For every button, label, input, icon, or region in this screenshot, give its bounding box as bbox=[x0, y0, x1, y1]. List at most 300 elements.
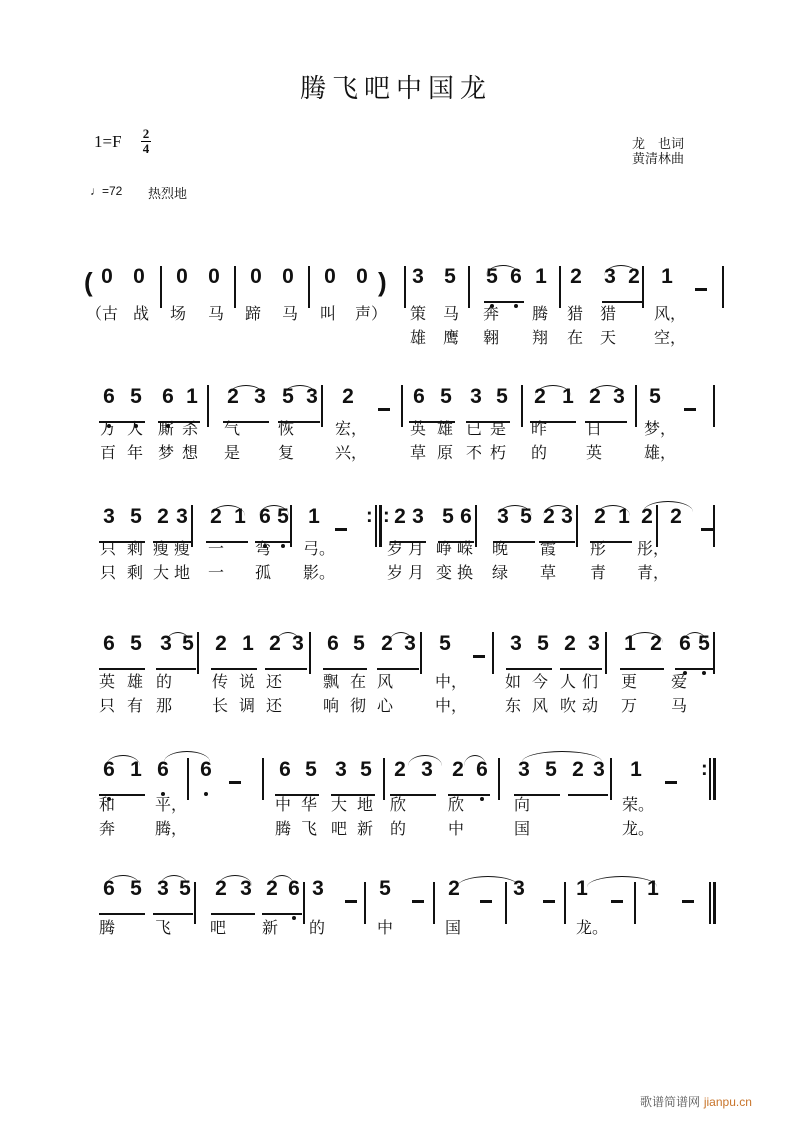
lyric-syllable: 晚 bbox=[492, 539, 509, 558]
note: 3 bbox=[306, 385, 318, 408]
note: 2 bbox=[670, 505, 682, 528]
note: 5 bbox=[130, 632, 142, 655]
note: 5 bbox=[698, 632, 710, 655]
octave-dot bbox=[204, 792, 208, 796]
lyric-syllable: 彻 bbox=[350, 696, 367, 715]
barline bbox=[559, 266, 561, 308]
note: 5 bbox=[179, 877, 191, 900]
note: 0 bbox=[356, 265, 368, 288]
sustain-dash bbox=[682, 900, 694, 903]
note: 5 bbox=[649, 385, 661, 408]
lyric-syllable: 吧 bbox=[210, 918, 227, 937]
sustain-dash bbox=[611, 900, 623, 903]
note: 5 bbox=[520, 505, 532, 528]
lyric-syllable: 向 bbox=[514, 795, 531, 814]
lyric-syllable: 爱 bbox=[671, 672, 688, 691]
note: 0 bbox=[250, 265, 262, 288]
lyric-syllable: 英 bbox=[99, 672, 116, 691]
lyric-syllable: 厮 bbox=[158, 419, 175, 438]
lyric-syllable: 月 bbox=[408, 539, 425, 558]
barline bbox=[713, 505, 715, 547]
note: 1 bbox=[308, 505, 320, 528]
lyric-syllable: 雄 bbox=[410, 328, 427, 347]
eighth-underline bbox=[377, 668, 419, 670]
note: 6 bbox=[157, 758, 169, 781]
note: 3 bbox=[157, 877, 169, 900]
lyric-syllable: 平， bbox=[155, 795, 188, 814]
note: 2 bbox=[210, 505, 222, 528]
lyric-syllable: 国 bbox=[514, 819, 531, 838]
lyric-syllable: 原 bbox=[437, 443, 454, 462]
lyric-syllable: 策 bbox=[410, 304, 427, 323]
note: 3 bbox=[412, 505, 424, 528]
sustain-dash bbox=[701, 528, 713, 531]
lyric-syllable: 龙。 bbox=[622, 819, 655, 838]
lyric-syllable: 大 bbox=[153, 563, 170, 582]
lyric-syllable: 年 bbox=[127, 443, 144, 462]
note: 2 bbox=[394, 758, 406, 781]
note: 2 bbox=[269, 632, 281, 655]
double-barline bbox=[379, 505, 382, 547]
note: 1 bbox=[130, 758, 142, 781]
lyric-syllable: 华 bbox=[301, 795, 318, 814]
barline bbox=[187, 758, 189, 800]
lyric-syllable: 说 bbox=[239, 672, 256, 691]
note: 6 bbox=[162, 385, 174, 408]
lyric-syllable: 弯 bbox=[255, 539, 272, 558]
note: 2 bbox=[594, 505, 606, 528]
note: 2 bbox=[215, 877, 227, 900]
lyric-syllable: 杀 bbox=[182, 419, 199, 438]
slur-arc bbox=[643, 501, 693, 512]
lyric-syllable: （古 bbox=[86, 304, 119, 323]
barline bbox=[605, 632, 607, 674]
note: 6 bbox=[288, 877, 300, 900]
lyric-syllable: 彤， bbox=[637, 539, 670, 558]
barline bbox=[722, 266, 724, 308]
lyric-syllable: 彤 bbox=[590, 539, 607, 558]
note: 1 bbox=[535, 265, 547, 288]
eighth-underline bbox=[153, 913, 193, 915]
lyric-syllable: 霞 bbox=[540, 539, 557, 558]
lyric-syllable: 气 bbox=[224, 419, 241, 438]
barline bbox=[468, 266, 470, 308]
note: 5 bbox=[442, 505, 454, 528]
note: 6 bbox=[259, 505, 271, 528]
barline bbox=[207, 385, 209, 427]
lyricist: 龙 也词 bbox=[632, 137, 685, 152]
barline bbox=[401, 385, 403, 427]
repeat-sign: : bbox=[701, 758, 708, 780]
note: 3 bbox=[497, 505, 509, 528]
lyric-syllable: 只 bbox=[99, 696, 116, 715]
lyric-syllable: 梦， bbox=[644, 419, 677, 438]
note: 5 bbox=[182, 632, 194, 655]
eighth-underline bbox=[323, 668, 367, 670]
note: 5 bbox=[444, 265, 456, 288]
lyric-syllable: 月 bbox=[408, 563, 425, 582]
lyric-syllable: 马 bbox=[208, 304, 225, 323]
barline bbox=[505, 882, 507, 924]
lyric-syllable: 东 bbox=[505, 696, 522, 715]
note: 2 bbox=[342, 385, 354, 408]
note: 2 bbox=[543, 505, 555, 528]
note: 2 bbox=[394, 505, 406, 528]
lyric-syllable: 还 bbox=[266, 696, 283, 715]
note: 3 bbox=[412, 265, 424, 288]
note: 0 bbox=[208, 265, 220, 288]
note: 3 bbox=[518, 758, 530, 781]
octave-dot bbox=[292, 916, 296, 920]
note: 5 bbox=[496, 385, 508, 408]
lyric-syllable: 今 bbox=[532, 672, 549, 691]
lyric-syllable: 翱 bbox=[483, 328, 500, 347]
lyric-syllable: 中， bbox=[435, 696, 468, 715]
note: 2 bbox=[641, 505, 653, 528]
eighth-underline bbox=[620, 668, 664, 670]
barline bbox=[635, 385, 637, 427]
barline bbox=[309, 632, 311, 674]
note: 5 bbox=[130, 505, 142, 528]
octave-dot bbox=[702, 671, 706, 675]
barline bbox=[197, 632, 199, 674]
octave-dot bbox=[514, 304, 518, 308]
barline bbox=[713, 632, 715, 674]
note: 2 bbox=[650, 632, 662, 655]
lyric-syllable: 大 bbox=[331, 795, 348, 814]
lyric-syllable: 影。 bbox=[303, 563, 336, 582]
lyric-syllable: 腾 bbox=[532, 304, 549, 323]
note: 3 bbox=[254, 385, 266, 408]
note: 6 bbox=[103, 385, 115, 408]
lyric-syllable: 中 bbox=[275, 795, 292, 814]
note: 2 bbox=[572, 758, 584, 781]
lyric-syllable: 只 bbox=[100, 563, 117, 582]
lyric-syllable: 在 bbox=[350, 672, 367, 691]
lyric-syllable: 的 bbox=[309, 918, 326, 937]
lyric-syllable: 心 bbox=[377, 696, 394, 715]
lyric-syllable: 剩 bbox=[127, 563, 144, 582]
barline bbox=[308, 266, 310, 308]
eighth-underline bbox=[675, 668, 713, 670]
slur-arc bbox=[408, 755, 442, 766]
sustain-dash bbox=[473, 655, 485, 658]
lyric-syllable: 兴， bbox=[335, 443, 368, 462]
note: 5 bbox=[130, 877, 142, 900]
lyric-syllable: 叫 bbox=[320, 304, 337, 323]
lyric-syllable: 中 bbox=[377, 918, 394, 937]
lyric-syllable: 岁 bbox=[387, 563, 404, 582]
note: 3 bbox=[103, 505, 115, 528]
note: 2 bbox=[564, 632, 576, 655]
lyric-syllable: 日 bbox=[586, 419, 603, 438]
repeat-sign: : bbox=[366, 505, 373, 527]
note: 0 bbox=[324, 265, 336, 288]
eighth-underline bbox=[602, 301, 642, 303]
lyric-syllable: 瘦 bbox=[153, 539, 170, 558]
sustain-dash bbox=[665, 781, 677, 784]
lyric-syllable: 欣 bbox=[390, 795, 407, 814]
note: 3 bbox=[292, 632, 304, 655]
lyric-syllable: 马 bbox=[671, 696, 688, 715]
note: 5 bbox=[130, 385, 142, 408]
sustain-dash bbox=[695, 288, 707, 291]
lyric-syllable: 猎 bbox=[567, 304, 584, 323]
sustain-dash bbox=[378, 408, 390, 411]
note: 5 bbox=[439, 632, 451, 655]
barline bbox=[498, 758, 500, 800]
note: 5 bbox=[353, 632, 365, 655]
note: 6 bbox=[460, 505, 472, 528]
lyric-syllable: 中 bbox=[448, 819, 465, 838]
parenthesis: ) bbox=[378, 267, 387, 297]
lyric-syllable: 是 bbox=[490, 419, 507, 438]
lyric-syllable: 马 bbox=[282, 304, 299, 323]
lyric-syllable: 场 bbox=[170, 304, 187, 323]
barline bbox=[642, 266, 644, 308]
lyric-syllable: 地 bbox=[174, 563, 191, 582]
barline bbox=[713, 385, 715, 427]
sustain-dash bbox=[345, 900, 357, 903]
barline bbox=[521, 385, 523, 427]
lyric-syllable: 万 bbox=[100, 419, 117, 438]
barline bbox=[433, 882, 435, 924]
lyric-syllable: 宏， bbox=[335, 419, 368, 438]
song-title: 腾飞吧中国龙 bbox=[299, 74, 492, 104]
barline bbox=[194, 882, 196, 924]
note: 2 bbox=[448, 877, 460, 900]
note: 3 bbox=[593, 758, 605, 781]
note: 3 bbox=[312, 877, 324, 900]
note: 2 bbox=[381, 632, 393, 655]
note: 3 bbox=[510, 632, 522, 655]
lyric-syllable: 雄 bbox=[437, 419, 454, 438]
lyric-syllable: 的 bbox=[390, 819, 407, 838]
barline bbox=[262, 758, 264, 800]
lyric-syllable: 峥 bbox=[436, 539, 453, 558]
lyric-syllable: 百 bbox=[100, 443, 117, 462]
lyric-syllable: 空， bbox=[654, 328, 687, 347]
lyric-syllable: 飞 bbox=[301, 819, 318, 838]
note: 5 bbox=[305, 758, 317, 781]
lyric-syllable: 弓。 bbox=[303, 539, 336, 558]
note: 2 bbox=[628, 265, 640, 288]
barline bbox=[160, 266, 162, 308]
note: 3 bbox=[240, 877, 252, 900]
eighth-underline bbox=[560, 668, 602, 670]
eighth-underline bbox=[265, 668, 307, 670]
double-barline bbox=[713, 882, 716, 924]
lyric-syllable: 欣 bbox=[448, 795, 465, 814]
lyric-syllable: 吧 bbox=[331, 819, 348, 838]
eighth-underline bbox=[484, 301, 524, 303]
eighth-underline bbox=[99, 913, 145, 915]
eighth-underline bbox=[568, 794, 608, 796]
octave-dot bbox=[281, 544, 285, 548]
note: 1 bbox=[647, 877, 659, 900]
note: 6 bbox=[679, 632, 691, 655]
lyric-syllable: 奔 bbox=[99, 819, 116, 838]
note: 1 bbox=[618, 505, 630, 528]
note: 6 bbox=[103, 877, 115, 900]
barline bbox=[576, 505, 578, 547]
lyric-syllable: 的 bbox=[156, 672, 173, 691]
sustain-dash bbox=[684, 408, 696, 411]
lyric-syllable: 梦 bbox=[158, 443, 175, 462]
lyric-syllable: 剩 bbox=[127, 539, 144, 558]
time-signature-top: 2 bbox=[142, 126, 150, 141]
note: 5 bbox=[486, 265, 498, 288]
note: 2 bbox=[266, 877, 278, 900]
lyric-syllable: 变 bbox=[436, 563, 453, 582]
note: 2 bbox=[215, 632, 227, 655]
lyric-syllable: 恢 bbox=[278, 419, 295, 438]
lyric-syllable: 不 bbox=[466, 443, 483, 462]
sustain-dash bbox=[229, 781, 241, 784]
octave-dot bbox=[480, 797, 484, 801]
lyric-syllable: 战 bbox=[133, 304, 150, 323]
lyric-syllable: 人 bbox=[127, 419, 144, 438]
note: 3 bbox=[604, 265, 616, 288]
note: 1 bbox=[242, 632, 254, 655]
lyric-syllable: 天 bbox=[600, 328, 617, 347]
lyric-syllable: 一 bbox=[208, 539, 225, 558]
note: 2 bbox=[452, 758, 464, 781]
barline bbox=[634, 882, 636, 924]
note: 3 bbox=[613, 385, 625, 408]
lyric-syllable: 猎 bbox=[600, 304, 617, 323]
barline bbox=[564, 882, 566, 924]
lyric-syllable: 一 bbox=[208, 563, 225, 582]
note: 0 bbox=[176, 265, 188, 288]
lyric-syllable: 雄， bbox=[644, 443, 677, 462]
lyric-syllable: 荣。 bbox=[622, 795, 655, 814]
note: 6 bbox=[200, 758, 212, 781]
lyric-syllable: 草 bbox=[410, 443, 427, 462]
barline bbox=[420, 632, 422, 674]
note: 5 bbox=[379, 877, 391, 900]
barline bbox=[404, 266, 406, 308]
note: 6 bbox=[476, 758, 488, 781]
lyric-syllable: 只 bbox=[100, 539, 117, 558]
note: 3 bbox=[561, 505, 573, 528]
lyric-syllable: 的 bbox=[531, 443, 548, 462]
note: 1 bbox=[234, 505, 246, 528]
lyric-syllable: 想 bbox=[182, 443, 199, 462]
barline bbox=[610, 758, 612, 800]
lyric-syllable: 腾， bbox=[155, 819, 188, 838]
lyric-syllable: 朽 bbox=[490, 443, 507, 462]
note: 1 bbox=[576, 877, 588, 900]
lyric-syllable: 马 bbox=[443, 304, 460, 323]
lyric-syllable: 英 bbox=[410, 419, 427, 438]
sustain-dash bbox=[543, 900, 555, 903]
slur-arc bbox=[106, 755, 140, 766]
barline bbox=[383, 758, 385, 800]
note: 6 bbox=[103, 632, 115, 655]
note: 3 bbox=[176, 505, 188, 528]
lyric-syllable: 风， bbox=[654, 304, 687, 323]
note: 2 bbox=[157, 505, 169, 528]
sustain-dash bbox=[480, 900, 492, 903]
lyric-syllable: 飘 bbox=[323, 672, 340, 691]
lyric-syllable: 嵘 bbox=[457, 539, 474, 558]
slur-arc bbox=[522, 751, 602, 762]
lyric-syllable: 已 bbox=[466, 419, 483, 438]
slur-arc bbox=[464, 755, 486, 766]
lyric-syllable: 新 bbox=[357, 819, 374, 838]
eighth-underline bbox=[262, 913, 302, 915]
eighth-underline bbox=[99, 668, 145, 670]
note: 5 bbox=[545, 758, 557, 781]
watermark bbox=[640, 1093, 752, 1110]
lyric-syllable: 风 bbox=[532, 696, 549, 715]
note: 3 bbox=[470, 385, 482, 408]
double-barline bbox=[709, 882, 711, 924]
note: 5 bbox=[537, 632, 549, 655]
note: 5 bbox=[440, 385, 452, 408]
lyric-syllable: 腾 bbox=[275, 819, 292, 838]
lyric-syllable: 在 bbox=[567, 328, 584, 347]
note: 3 bbox=[160, 632, 172, 655]
lyric-syllable: 地 bbox=[357, 795, 374, 814]
expression-marking: 热烈地 bbox=[148, 187, 188, 202]
barline bbox=[492, 632, 494, 674]
note: 2 bbox=[589, 385, 601, 408]
note: 1 bbox=[661, 265, 673, 288]
slur-arc bbox=[457, 876, 519, 887]
note: 3 bbox=[335, 758, 347, 781]
note: 1 bbox=[624, 632, 636, 655]
repeat-sign: : bbox=[383, 505, 390, 527]
sustain-dash bbox=[412, 900, 424, 903]
barline bbox=[234, 266, 236, 308]
lyric-syllable: 岁 bbox=[387, 539, 404, 558]
note: 1 bbox=[186, 385, 198, 408]
note: 5 bbox=[277, 505, 289, 528]
note: 2 bbox=[570, 265, 582, 288]
lyric-syllable: 有 bbox=[127, 696, 144, 715]
composer: 黄清林曲 bbox=[632, 152, 685, 167]
note: 5 bbox=[360, 758, 372, 781]
slur-arc bbox=[164, 751, 210, 762]
lyric-syllable: 复 bbox=[278, 443, 295, 462]
lyric-syllable: 新 bbox=[262, 918, 279, 937]
lyric-syllable: 动 bbox=[582, 696, 599, 715]
note: 1 bbox=[562, 385, 574, 408]
lyric-syllable: 万 bbox=[621, 696, 638, 715]
lyric-syllable: 奔 bbox=[483, 304, 500, 323]
note: 6 bbox=[279, 758, 291, 781]
note: 2 bbox=[227, 385, 239, 408]
tempo-marking: ♩=72 bbox=[90, 184, 123, 198]
note: 5 bbox=[282, 385, 294, 408]
lyric-syllable: 风 bbox=[377, 672, 394, 691]
lyric-syllable: 青， bbox=[637, 563, 670, 582]
barline bbox=[191, 505, 193, 547]
barline bbox=[364, 882, 366, 924]
eighth-underline bbox=[211, 913, 255, 915]
lyric-syllable: 龙。 bbox=[576, 918, 609, 937]
note: 3 bbox=[404, 632, 416, 655]
double-barline bbox=[713, 758, 716, 800]
lyric-syllable: 声） bbox=[355, 304, 388, 323]
lyric-syllable: 长 bbox=[212, 696, 229, 715]
lyric-syllable: 鹰 bbox=[443, 328, 460, 347]
lyric-syllable: 换 bbox=[457, 563, 474, 582]
lyric-syllable: 更 bbox=[621, 672, 638, 691]
lyric-syllable: 如 bbox=[505, 672, 522, 691]
